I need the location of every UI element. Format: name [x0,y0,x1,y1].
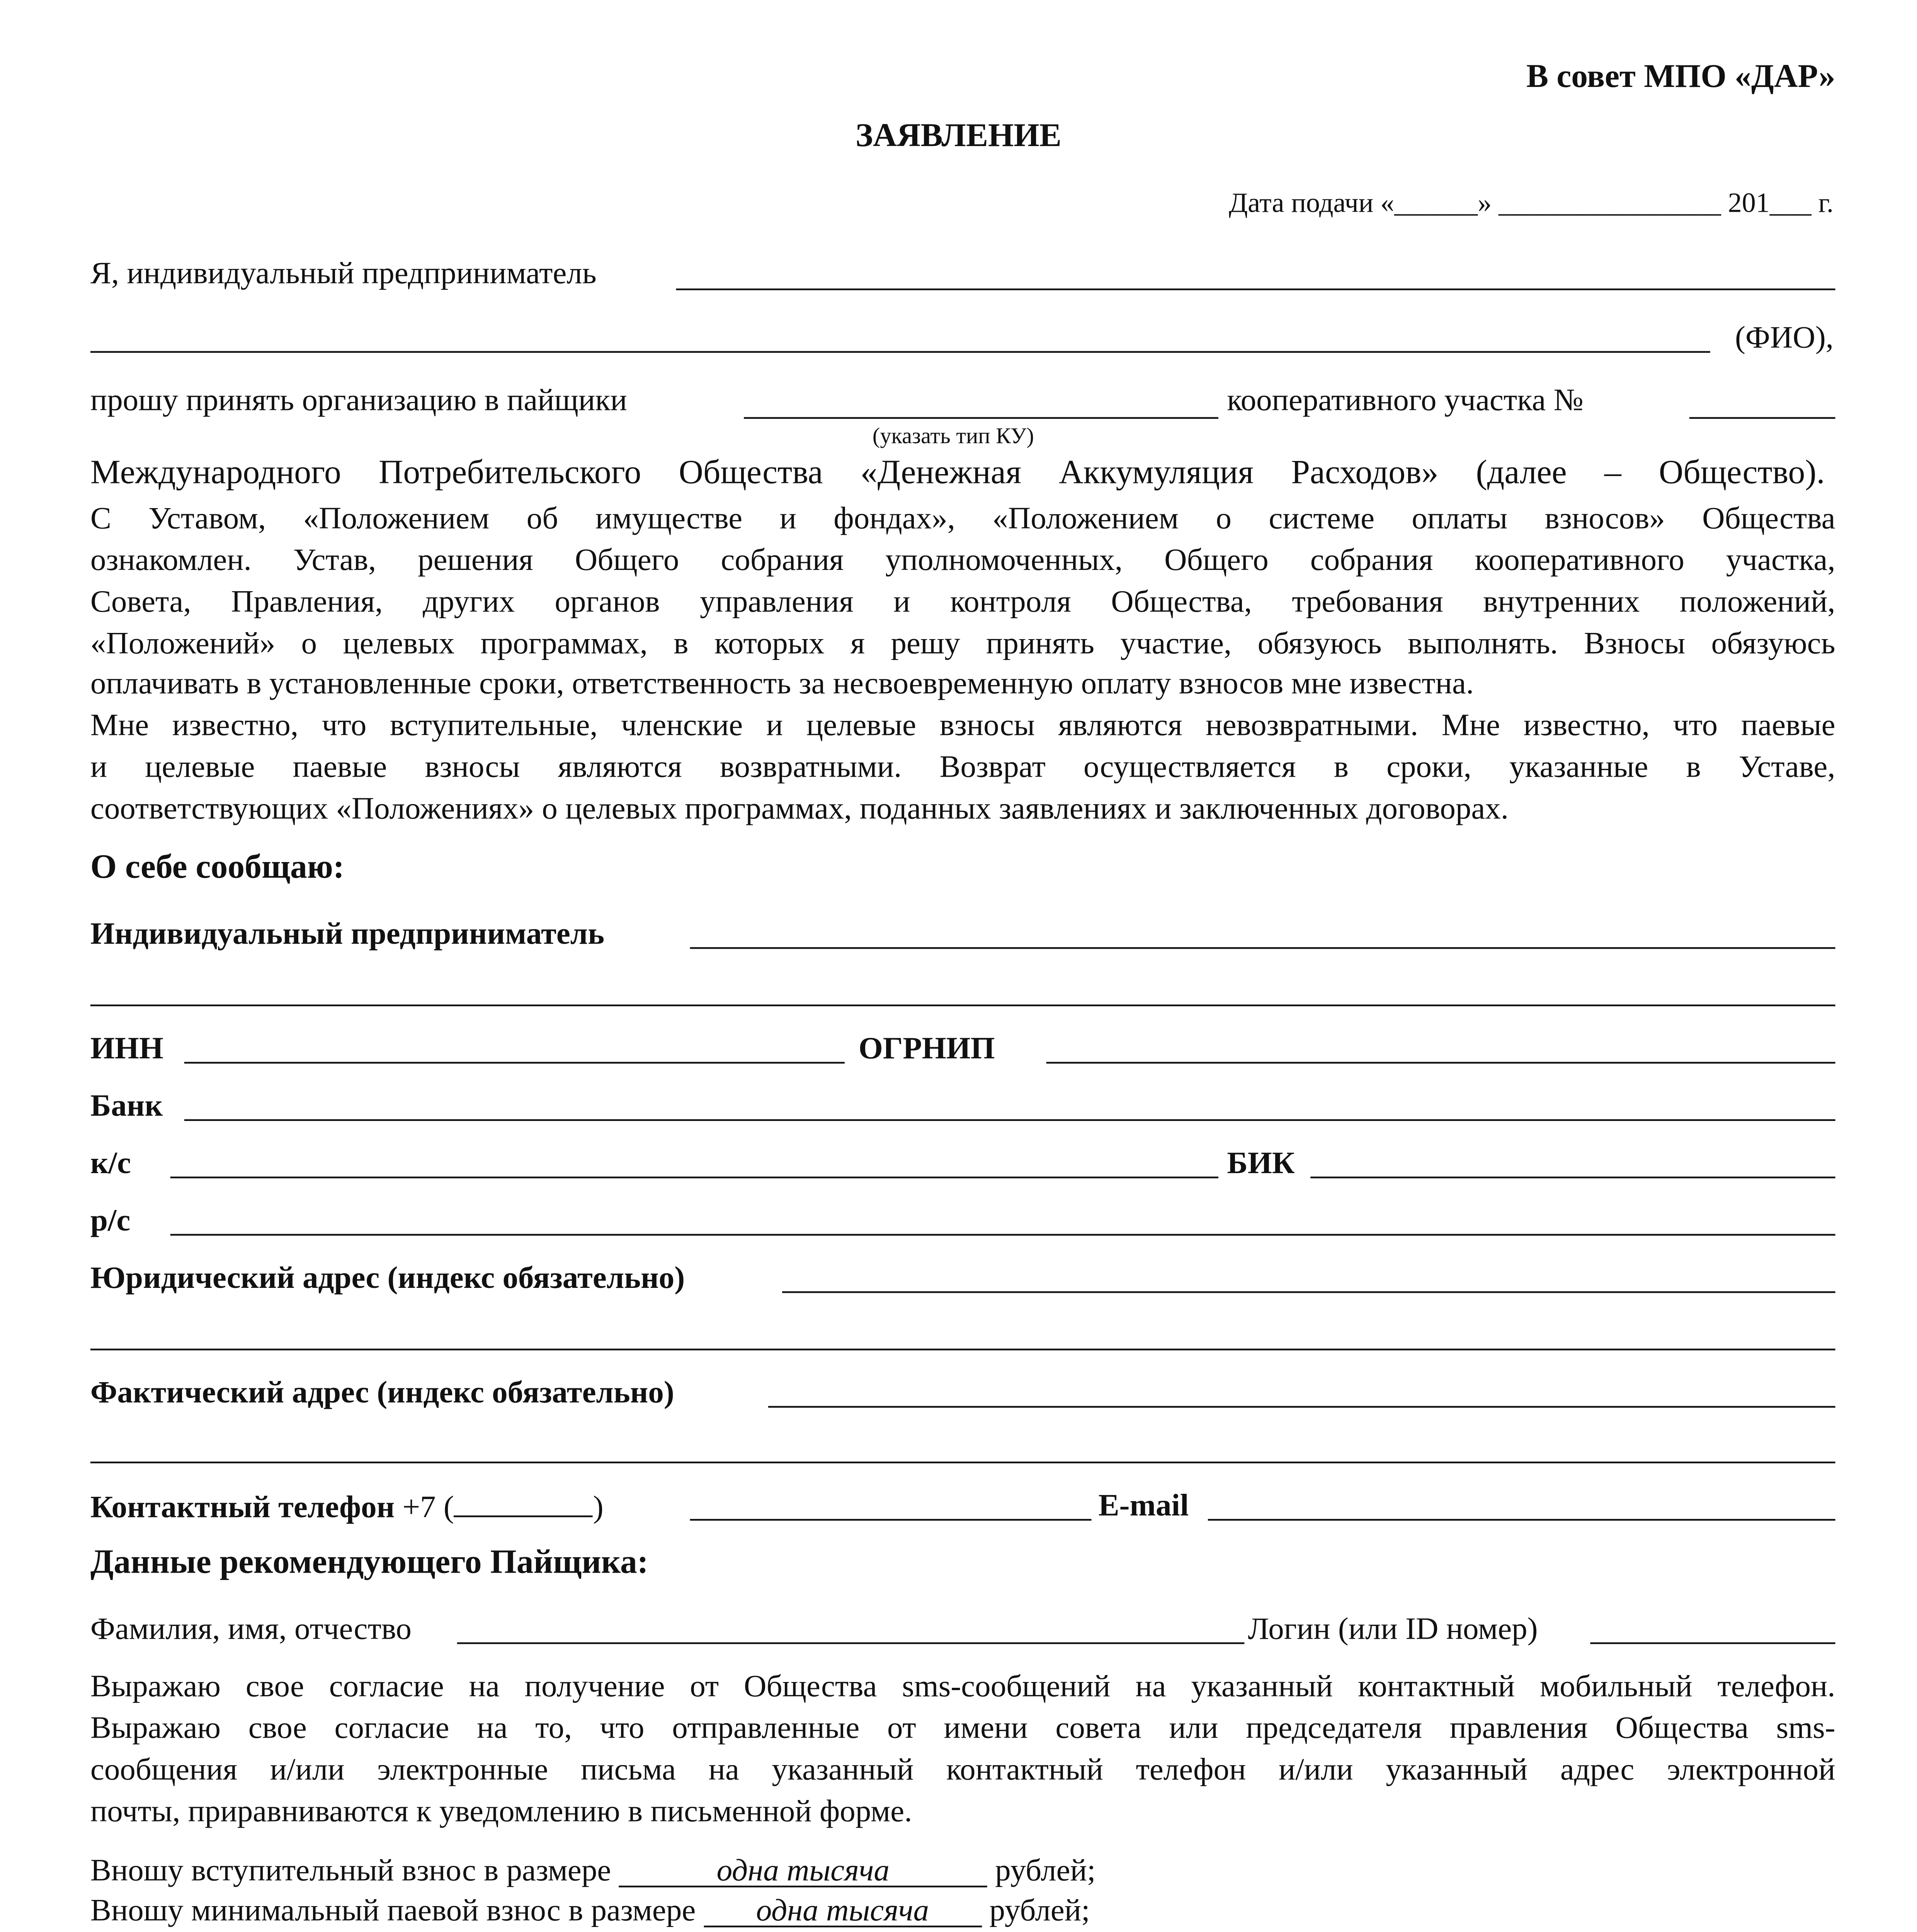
settlement-account-label: р/с [90,1202,131,1238]
correspondent-account-field[interactable] [170,1177,1218,1178]
recommender-login-field[interactable] [1590,1642,1835,1644]
organization-type-field[interactable] [744,417,1218,418]
recommender-login-label: Логин (или ID номер) [1248,1611,1538,1646]
legal-address-field[interactable] [782,1291,1835,1293]
legal-address-label: Юридический адрес (индекс обязательно) [90,1260,685,1295]
email-field[interactable] [1208,1519,1835,1520]
addressee: В совет МПО «ДАР» [1526,59,1835,96]
submission-date: Дата подачи «______» ________________ 201___ г. [1229,189,1834,219]
fees-paragraph-line: и целевые паевые взносы являются возвратными. Возврат осуществляется в сроки, указанные в Уставе, [90,749,1835,784]
about-heading: О себе сообщаю: [90,850,345,886]
bik-field[interactable] [1310,1177,1835,1178]
recommender-heading: Данные рекомендующего Пайщика: [90,1545,649,1582]
min-share-value[interactable]: одна тысяча [704,1894,982,1927]
entry-fee-value[interactable]: одна тысяча [619,1854,988,1887]
consent-paragraph-line: почты, приравниваются к уведомлению в письменной форме. [90,1793,912,1828]
society-name-line: Международного Потребительского Общества «Денежная Аккумуляция Расходов» (далее – Общество). [90,455,1825,492]
min-share-row [90,1893,1090,1929]
ku-type-hint: (указать тип КУ) [872,422,1034,449]
consent-paragraph-line: Выражаю свое согласие на получение от Общества sms-сообщений на указанный контактный мобильный телефон. [90,1668,1835,1703]
legal-address-field-continued[interactable] [90,1349,1835,1350]
rubles-label: рублей; [995,1852,1096,1888]
ip-label: Индивидуальный предприниматель [90,916,605,951]
inn-field[interactable] [184,1062,845,1063]
inn-label: ИНН [90,1031,163,1066]
fees-paragraph-line: Мне известно, что вступительные, членские и целевые взносы являются невозвратными. Мне известно, что паевые [90,707,1835,742]
correspondent-account-label: к/с [90,1145,131,1180]
bik-label: БИК [1227,1145,1295,1180]
coop-section-number-field[interactable] [1689,417,1835,418]
min-share-label: Вношу минимальный паевой взнос в размере [90,1892,696,1927]
coop-section-label: кооперативного участка № [1227,382,1584,417]
ip-field-continued[interactable] [90,1005,1835,1006]
admission-request-label: прошу принять организацию в пайщики [90,382,627,417]
settlement-account-field[interactable] [170,1234,1835,1235]
intro-ip-label: Я, индивидуальный предприниматель [90,255,597,291]
entry-fee-row [90,1853,1096,1889]
actual-address-field[interactable] [768,1406,1835,1408]
document-title: ЗАЯВЛЕНИЕ [855,118,1061,155]
actual-address-field-continued[interactable] [90,1462,1835,1463]
bank-field[interactable] [184,1119,1835,1121]
phone-prefix: +7 ( [402,1489,454,1524]
actual-address-label: Фактический адрес (индекс обязательно) [90,1374,674,1410]
rubles-label: рублей; [989,1892,1090,1927]
fees-paragraph-line: соответствующих «Положениях» о целевых программах, поданных заявлениях и заключенных договорах. [90,791,1509,826]
charter-paragraph-line: ознакомлен. Устав, решения Общего собрания уполномоченных, Общего собрания кооперативного участка, [90,542,1835,577]
phone-close-paren: ) [593,1489,604,1524]
consent-paragraph-line: сообщения и/или электронные письма на указанный контактный телефон и/или указанный адрес электронной [90,1752,1835,1787]
contact-phone-label: Контактный телефон [90,1489,395,1524]
entry-fee-label: Вношу вступительный взнос в размере [90,1852,611,1888]
email-label: E-mail [1098,1488,1189,1522]
ip-field[interactable] [690,947,1835,949]
bank-label: Банк [90,1088,163,1123]
ogrnip-field[interactable] [1046,1062,1835,1063]
charter-paragraph-line: оплачивать в установленные сроки, ответственность за несвоевременную оплату взносов мне известна. [90,665,1474,701]
recommender-name-field[interactable] [457,1642,1244,1644]
fio-field[interactable] [90,351,1710,353]
ip-name-field[interactable] [676,289,1835,290]
consent-paragraph-line: Выражаю свое согласие на то, что отправленные от имени совета или председателя правления Общества sms- [90,1710,1835,1745]
fio-suffix: (ФИО), [1735,320,1834,355]
charter-paragraph-line: «Положений» о целевых программах, в которых я решу принять участие, обязуюсь выполнять. Взносы обязуюсь [90,626,1835,661]
recommender-name-label: Фамилия, имя, отчество [90,1611,412,1646]
phone-number-field[interactable] [690,1519,1092,1520]
charter-paragraph-line: Совета, Правления, других органов управления и контроля Общества, требования внутренних положений, [90,584,1835,619]
ogrnip-label: ОГРНИП [858,1031,995,1066]
phone-area-code-field[interactable] [454,1488,593,1517]
charter-paragraph-line: С Уставом, «Положением об имуществе и фондах», «Положением о системе оплаты взносов» Общества [90,500,1835,536]
contact-phone-row [90,1488,604,1526]
